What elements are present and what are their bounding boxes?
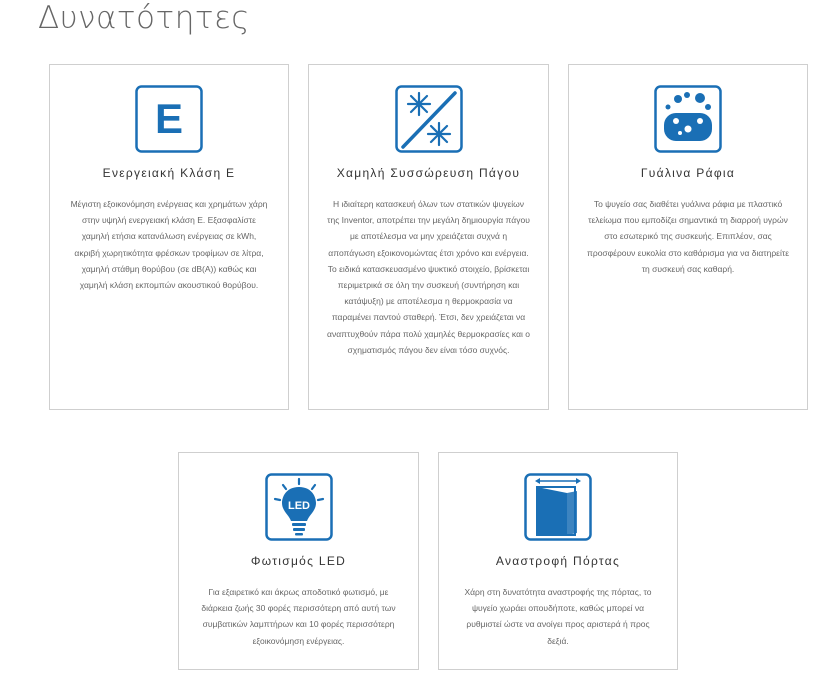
feature-card-glass-shelves [568, 64, 808, 410]
led-bulb-icon [265, 473, 333, 541]
feature-title: Ενεργειακή Κλάση Ε [102, 166, 236, 180]
feature-title: Χαμηλή Συσσώρευση Πάγου [336, 166, 521, 180]
svg-text:E: E [154, 95, 184, 142]
reversible-door-icon [524, 473, 592, 541]
energy-class-e-icon [135, 85, 203, 153]
low-frost-icon [395, 85, 463, 153]
feature-title: Γυάλινα Ράφια [640, 166, 736, 180]
feature-description: Για εξαιρετικό και άκρως αποδοτικό φωτισμό, με διάρκεια ζωής 30 φορές περισσότερη από αυτή των συμβατικών λαμπτήρων και 10 φορές περισσότερη εξοικονόμηση ενέργειας. [201, 587, 396, 646]
feature-card-energy-class [49, 64, 289, 410]
feature-description: Το ψυγείο σας διαθέτει γυάλινα ράφια με πλαστικό τελείωμα που εμποδίζει σημαντικά τη διαρροή υγρών στο εσωτερικό της συσκευής. Επιπλέον, σας προσφέρουν ευκολία στο καθάρισμα για να διατηρείτε τη συσκευή σας καθαρή. [587, 199, 789, 274]
feature-title: Φωτισμός LED [250, 554, 347, 568]
feature-card-reversible-door [438, 452, 678, 670]
feature-card-low-frost [308, 64, 549, 410]
feature-description: Μέγιστη εξοικονόμηση ενέργειας και χρημάτων χάρη στην υψηλή ενεργειακή κλάση Ε. Εξασφαλίστε χαμηλή ετήσια κατανάλωση ενέργειας σε kWh, ακριβή χωρητικότητα φρέσκων τροφίμων σε λίτρα, χαμηλή στάθμη θορύβου (σε dB(A)) καθώς και χαμηλή κλάση εκπομπών ακουστικού θορύβου. [70, 199, 268, 291]
feature-card-led-lighting [178, 452, 419, 670]
feature-description: Η ιδιαίτερη κατασκευή όλων των στατικών ψυγείων της Inventor, αποτρέπει την μεγάλη δημιουργία πάγου με αποτέλεσμα να μην χρειάζεται συχνά η αποπάγωση εξοικονομώντας έτσι χρόνο και ενέργεια. Το ειδικά κατασκευασμένο ψυκτικό στοιχείο, βρίσκεται περιμετρικά σε όλη την συσκευή (συντήρηση και κατάψυξη) με αποτέλεσμα η θερμοκρασία να παραμένει παντού σταθερή. Έτσι, δεν χρειάζεται να αναπτυχθούν πάρα πολύ χαμηλές θερμοκρασίες και ο σχηματισμός πάγου δεν είναι τόσο συχνός. [327, 199, 530, 355]
glass-shelves-icon [654, 85, 722, 153]
svg-text:LED: LED [287, 500, 310, 512]
page-title: Δυνατότητες [38, 0, 250, 36]
feature-title: Αναστροφή Πόρτας [495, 554, 621, 568]
feature-description: Χάρη στη δυνατότητα αναστροφής της πόρτας, το ψυγείο χωράει οπουδήποτε, καθώς μπορεί να ρυθμιστεί ώστε να ανοίγει προς αριστερά ή προς δεξιά. [464, 587, 652, 646]
